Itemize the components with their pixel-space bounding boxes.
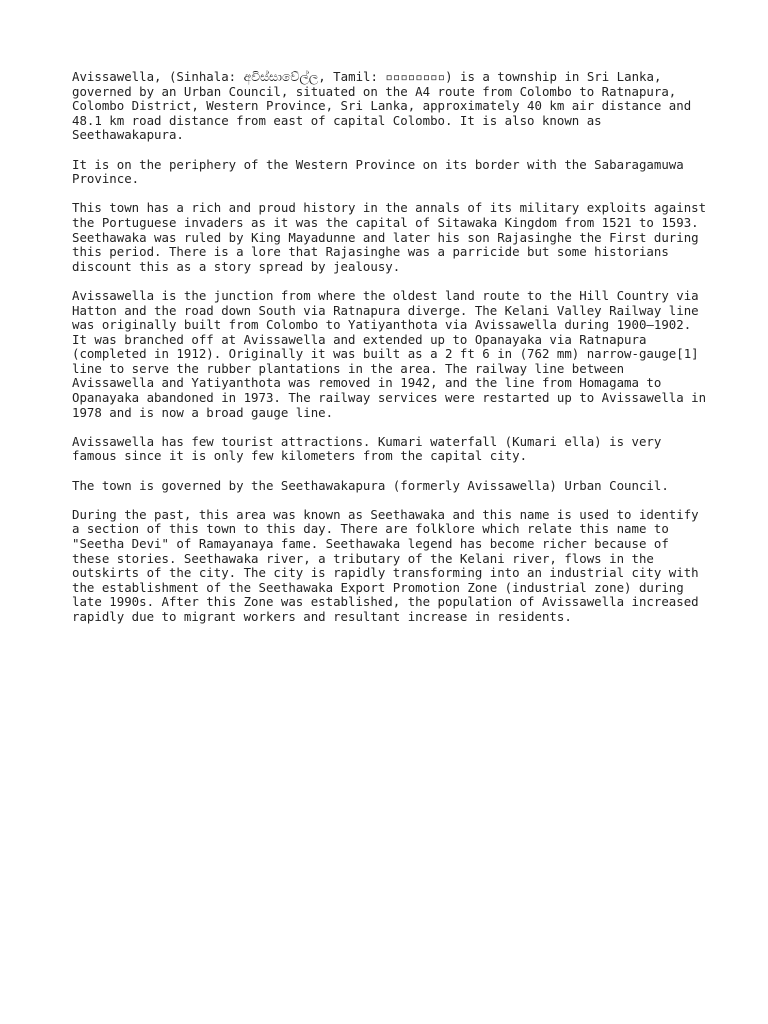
paragraph-tourism: Avissawella has few tourist attractions. Kumari waterfall (Kumari ella) is very famous since it is only few kilometers from the capital city. [72, 433, 662, 464]
paragraph-legend: During the past, this area was known as Seethawaka and this name is used to identify a section of this town to this day. There are folklore which relate this name to "Seetha Devi" of Ramayanaya fame. Seethawaka legend has become richer because of these stories. Seethawaka river, a tributary of the Kelani river, flows in the outskirts of the city. The city is rapidly transforming into an industrial city with the establishment of the Seethawaka Export Promotion Zone (industrial zone) during late 1990s. After this Zone was established, the population of Avissawella increased rapidly due to migrant workers and resultant increase in residents. [72, 506, 699, 624]
paragraph-governance: The town is governed by the Seethawakapura (formerly Avissawella) Urban Council. [72, 477, 669, 493]
paragraph-railway: Avissawella is the junction from where the oldest land route to the Hill Country via Hatton and the road down South via Ratnapura diverge. The Kelani Valley Railway line was originally built from Colombo to Yatiyanthota via Avissawella during 1900–1902. It was branched off at Avissawella and extended up to Opanayaka via Ratnapura (completed in 1912). Originally it was built as a 2 ft 6 in (762 mm) narrow-gauge[1] line to serve the rubber plantations in the area. The railway line between Avissawella and Yatiyanthota was removed in 1942, and the line from Homagama to Opanayaka abandoned in 1973. The railway services were restarted up to Avissawella in 1978 and is now a broad gauge line. [72, 287, 707, 420]
document-body [72, 70, 712, 639]
paragraph-history: This town has a rich and proud history in the annals of its military exploits against the Portuguese invaders as it was the capital of Sitawaka Kingdom from 1521 to 1593. Seethawaka was ruled by King Mayadunne and later his son Rajasinghe the First during this period. There is a lore that Rajasinghe was a parricide but some historians discount this as a story spread by jealousy. [72, 200, 707, 274]
paragraph-intro: Avissawella, (Sinhala: අවිස්සාවේල්ල, Tamil: ▫▫▫▫▫▫▫▫) is a township in Sri Lanka, governed by an Urban Council, situated on the A4 route from Colombo to Ratnapura, Colombo District, Western Province, Sri Lanka, approximately 40 km air distance and 48.1 km road distance from east of capital Colombo. It is also known as Seethawakapura. [72, 69, 692, 143]
paragraph-periphery: It is on the periphery of the Western Province on its border with the Sabaragamuwa Province. [72, 156, 684, 187]
